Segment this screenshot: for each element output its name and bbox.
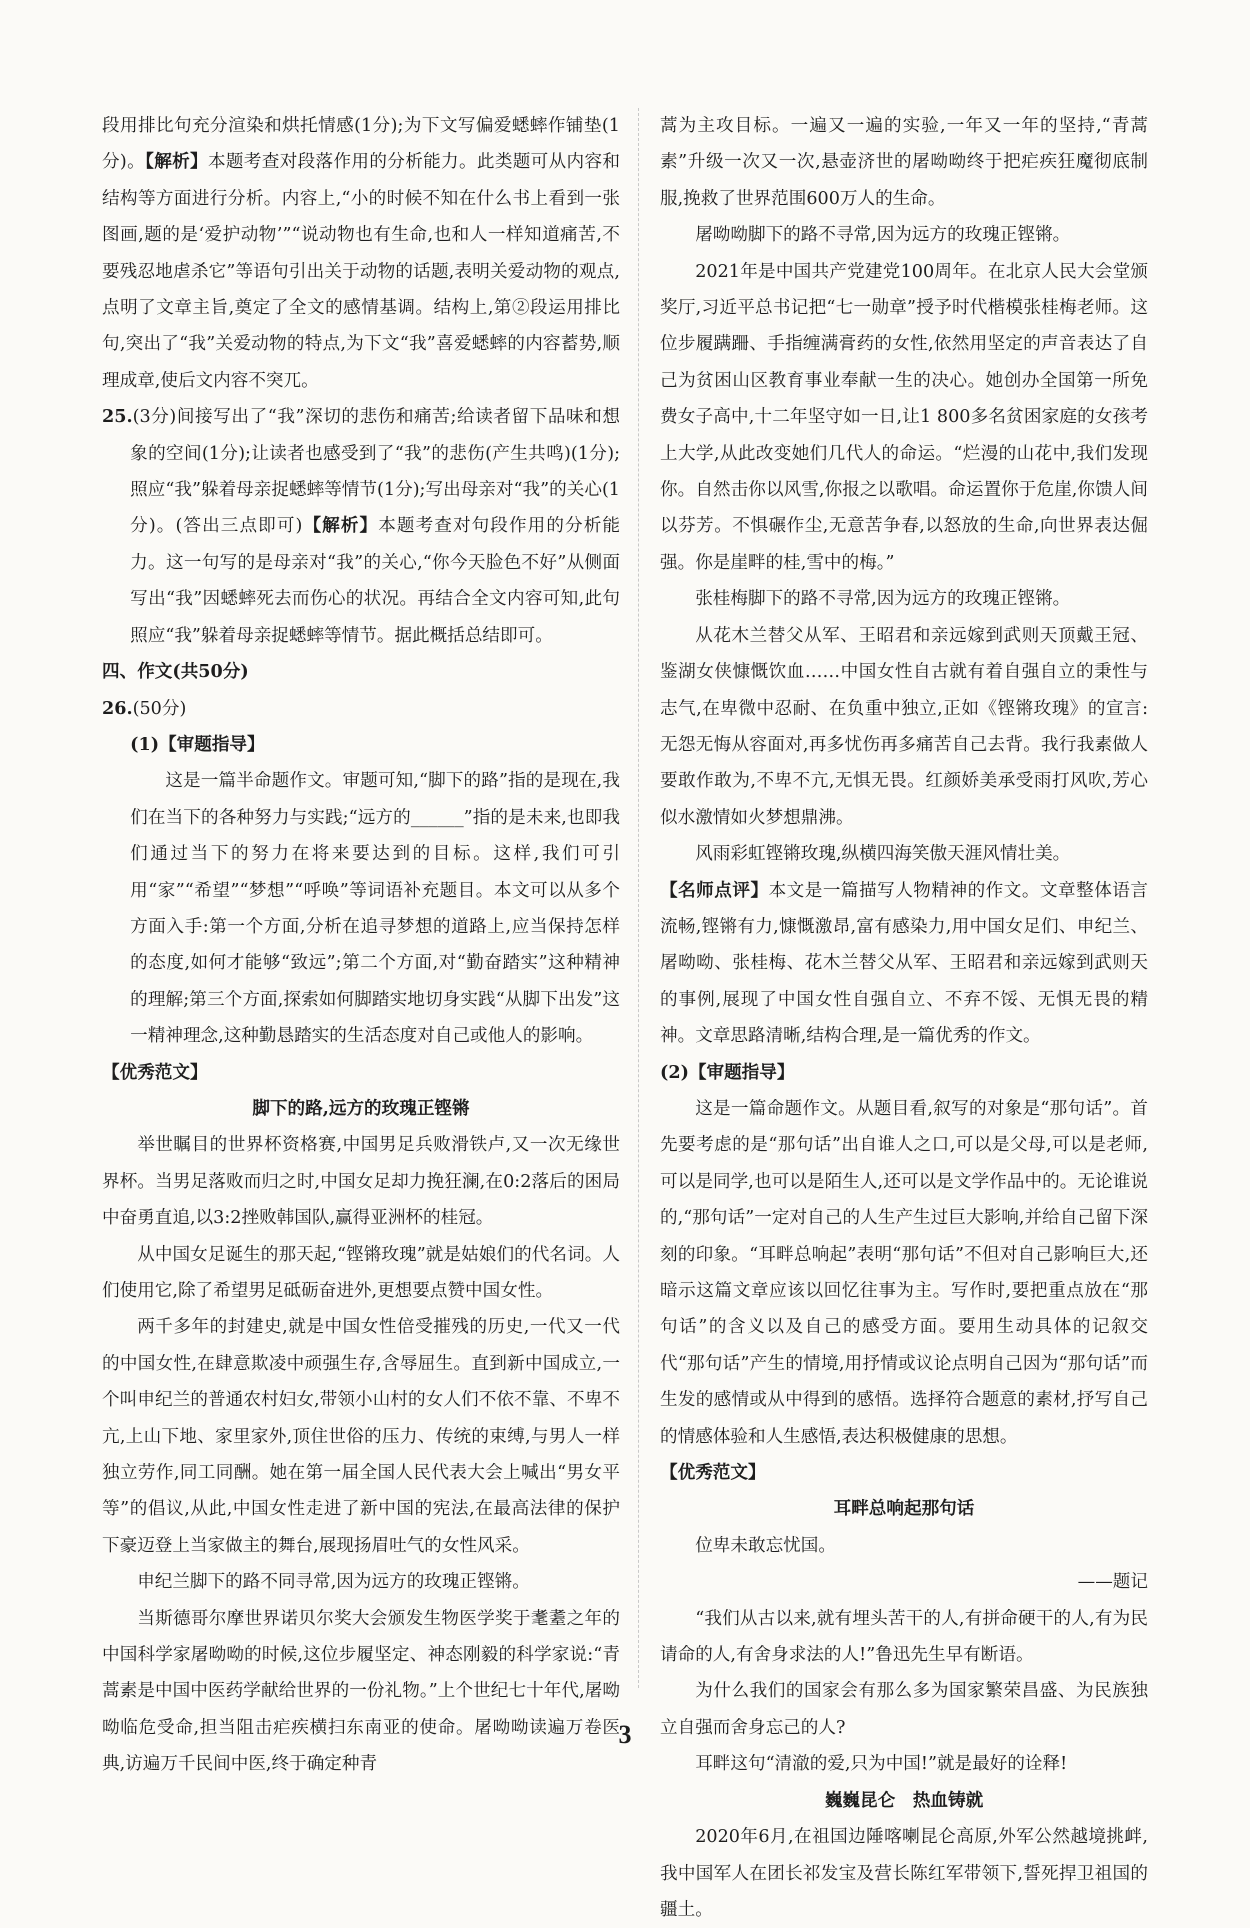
answer-paragraph: 段用排比句充分渲染和烘托情感(1分);为下文写偏爱蟋蟀作铺垫(1分)。【解析】本题考查对段落作用的分析能力。此类题可从内容和结构等方面进行分析。内容上,“小的时候不知在什么书上看到一张图画,题的是‘爱护动物’”“说动物也有生命,也和人一样知道痛苦,不要残忍地虐杀它”等语句引出关于动物的话题,表明关爱动物的观点,点明了文章主旨,奠定了全文的感情基调。结构上,第②段运用排比句,突出了“我”关爱动物的特点,为下文“我”喜爱蟋蟀的内容蓄势,顺理成章,使后文内容不突兀。 (102, 116, 620, 391)
essay-paragraph: 为什么我们的国家会有那么多为国家繁荣昌盛、为民族独立自强而舍身忘己的人? (660, 1681, 1148, 1738)
section-heading: 四、作文(共50分) (102, 661, 249, 683)
right-column (660, 108, 1148, 1928)
left-column (102, 108, 620, 1783)
question-number: 26. (102, 697, 133, 719)
essay-paragraph: 当斯德哥尔摩世界诺贝尔奖大会颁发生物医学奖于耄耋之年的中国科学家屠呦呦的时候,这位步履坚定、神态刚毅的科学家说:“青蒿素是中国中医药学献给世界的一份礼物。”上个世纪七十年代,屠呦呦临危受命,担当阻击疟疾横扫东南亚的使命。屠呦呦读遍万卷医典,访遍万千民间中医,终于确定种青 (102, 1608, 620, 1775)
page-number: 3 (618, 1720, 632, 1749)
essay-paragraph: 举世瞩目的世界杯资格赛,中国男足兵败滑铁卢,又一次无缘世界杯。当男足落败而归之时,中国女足却力挽狂澜,在0:2落后的困局中奋勇直追,以3:2挫败韩国队,赢得亚洲杯的桂冠。 (102, 1135, 620, 1229)
question-25: 25.(3分)间接写出了“我”深切的悲伤和痛苦;给读者留下品味和想象的空间(1分);让读者也感受到了“我”的悲伤(产生共鸣)(1分);照应“我”躲着母亲捉蟋蟀等情节(1分);写出母亲对“我”的关心(1分)。(答出三点即可)【解析】本题考查对句段作用的分析能力。这一句写的是母亲对“我”的关心,“你今天脸色不好”从侧面写出“我”因蟋蟀死去而伤心的状况。再结合全文内容可知,此句照应“我”躲着母亲捉蟋蟀等情节。据此概括总结即可。 (102, 406, 620, 646)
essay-paragraph: 从中国女足诞生的那天起,“铿锵玫瑰”就是姑娘们的代名词。人们使用它,除了希望男足砥砺奋进外,更想要点赞中国女性。 (102, 1244, 620, 1301)
model-essay-label: 【优秀范文】 (660, 1462, 766, 1484)
essay-paragraph: “我们从古以来,就有埋头苦干的人,有拼命硬干的人,有为民请命的人,有舍身求法的人!”鲁迅先生早有断语。 (660, 1608, 1148, 1666)
epigraph-sign: ——题记 (1077, 1572, 1148, 1593)
epigraph: 位卑未敢忘忧国。 (695, 1535, 836, 1556)
guide-text: 这是一篇命题作文。从题目看,叙写的对象是“那句话”。首先要考虑的是“那句话”出自谁人之口,可以是父母,可以是老师,可以是同学,也可以是陌生人,还可以是文学作品中的。无论谁说的,“那句话”一定对自己的人生产生过巨大影响,并给自己留下深刻的印象。“耳畔总响起”表明“那句话”不但对自己影响巨大,还暗示这篇文章应该以回忆往事为主。写作时,要把重点放在“那句话”的含义以及自己的感受方面。要用生动具体的记叙交代“那句话”产生的情境,用抒情或议论点明自己因为“那句话”而生发的感情或从中得到的感悟。选择符合题意的素材,抒写自己的情感体验和人生感悟,表达积极健康的思想。 (660, 1098, 1148, 1447)
question-number: 25. (102, 406, 133, 428)
guide-text: 这是一篇半命题作文。审题可知,“脚下的路”指的是现在,我们在当下的各种努力与实践;“远方的______”指的是未来,也即我们通过当下的努力在将来要达到的目标。这样,我们可引用“家”“希望”“梦想”“呼唤”等词语补充题目。本文可以从多个方面入手:第一个方面,分析在追寻梦想的道路上,应当保持怎样的态度,如何才能够“致远”;第二个方面,对“勤奋踏实”这种精神的理解;第三个方面,探索如何脚踏实地切身实践“从脚下出发”这一精神理念,这种勤恳踏实的生活态度对自己或他人的影响。 (130, 771, 620, 1047)
column-divider (638, 108, 639, 1688)
model-essay-label: 【优秀范文】 (102, 1061, 208, 1083)
essay-paragraph: 耳畔这句“清澈的爱,只为中国!”就是最好的诠释! (695, 1754, 1068, 1775)
guide-label: (2)【审题指导】 (660, 1061, 795, 1083)
review-tag: 【名师点评】 (660, 879, 769, 901)
essay-subtitle: 巍巍昆仑 热血铸就 (824, 1789, 984, 1811)
essay-title: 脚下的路,远方的玫瑰正铿锵 (252, 1097, 470, 1119)
essay-title: 耳畔总响起那句话 (833, 1498, 975, 1520)
analysis-tag: 【解析】 (145, 151, 208, 173)
essay-paragraph: 从花木兰替父从军、王昭君和亲远嫁到武则天顶戴王冠、鉴湖女侠慷慨饮血……中国女性自古就有着自强自立的秉性与志气,在卑微中忍耐、在负重中独立,正如《铿锵玫瑰》的宣言:无怨无悔从容面对,再多忧伤再多痛苦自己去背。我行我素做人要敢作敢为,不卑不亢,无惧无畏。红颜娇美承受雨打风吹,芳心似水激情如火梦想鼎沸。 (660, 625, 1148, 828)
essay-paragraph: 屠呦呦脚下的路不寻常,因为远方的玫瑰正铿锵。 (695, 225, 1071, 246)
essay-paragraph: 风雨彩虹铿锵玫瑰,纵横四海笑傲天涯风情壮美。 (695, 844, 1071, 865)
analysis-tag: 【解析】 (302, 515, 379, 537)
essay-paragraph: 2020年6月,在祖国边陲喀喇昆仑高原,外军公然越境挑衅,我中国军人在团长祁发宝及营长陈红军带领下,誓死捍卫祖国的疆土。 (660, 1827, 1148, 1920)
essay-paragraph: 2021年是中国共产党建党100周年。在北京人民大会堂颁奖厅,习近平总书记把“七一勋章”授予时代楷模张桂梅老师。这位步履蹒跚、手指缠满膏药的女性,依然用坚定的声音表达了自己为贫困山区教育事业奉献一生的决心。她创办全国第一所免费女子高中,十二年坚守如一日,让1 800多名贫困家庭的女孩考上大学,从此改变她们几代人的命运。“烂漫的山花中,我们发现你。自然击你以风雪,你报之以歌唱。命运置你于危崖,你馈人间以芬芳。不惧碾作尘,无意苦争春,以怒放的生命,向世界表达倔强。你是崖畔的桂,雪中的梅。” (660, 261, 1148, 573)
guide-label: (1)【审题指导】 (130, 733, 265, 755)
essay-paragraph: 申纪兰脚下的路不同寻常,因为远方的玫瑰正铿锵。 (137, 1572, 530, 1593)
essay-paragraph: 两千多年的封建史,就是中国女性倍受摧残的历史,一代又一代的中国女性,在肆意欺凌中顽强生存,含辱屈生。直到新中国成立,一个叫申纪兰的普通农村妇女,带领小山村的女人们不依不靠、不卑不亢,上山下地、家里家外,顶住世俗的压力、传统的束缚,与男人一样独立劳作,同工同酬。她在第一届全国人民代表大会上喊出“男女平等”的倡议,从此,中国女性走进了新中国的宪法,在最高法律的保护下豪迈登上当家做主的舞台,展现扬眉吐气的女性风采。 (102, 1317, 620, 1556)
teacher-review: 【名师点评】本文是一篇描写人物精神的作文。文章整体语言流畅,铿锵有力,慷慨激昂,富有感染力,用中国女足们、申纪兰、屠呦呦、张桂梅、花木兰替父从军、王昭君和亲远嫁到武则天的事例,展现了中国女性自强自立、不弃不馁、无惧无畏的精神。文章思路清晰,结构合理,是一篇优秀的作文。 (660, 879, 1148, 1047)
question-26: 26.(50分) (102, 697, 187, 719)
essay-paragraph: 蒿为主攻目标。一遍又一遍的实验,一年又一年的坚持,“青蒿素”升级一次又一次,悬壶济世的屠呦呦终于把疟疾狂魔彻底制服,挽救了世界范围600万人的生命。 (660, 116, 1148, 209)
essay-paragraph: 张桂梅脚下的路不寻常,因为远方的玫瑰正铿锵。 (695, 589, 1071, 610)
